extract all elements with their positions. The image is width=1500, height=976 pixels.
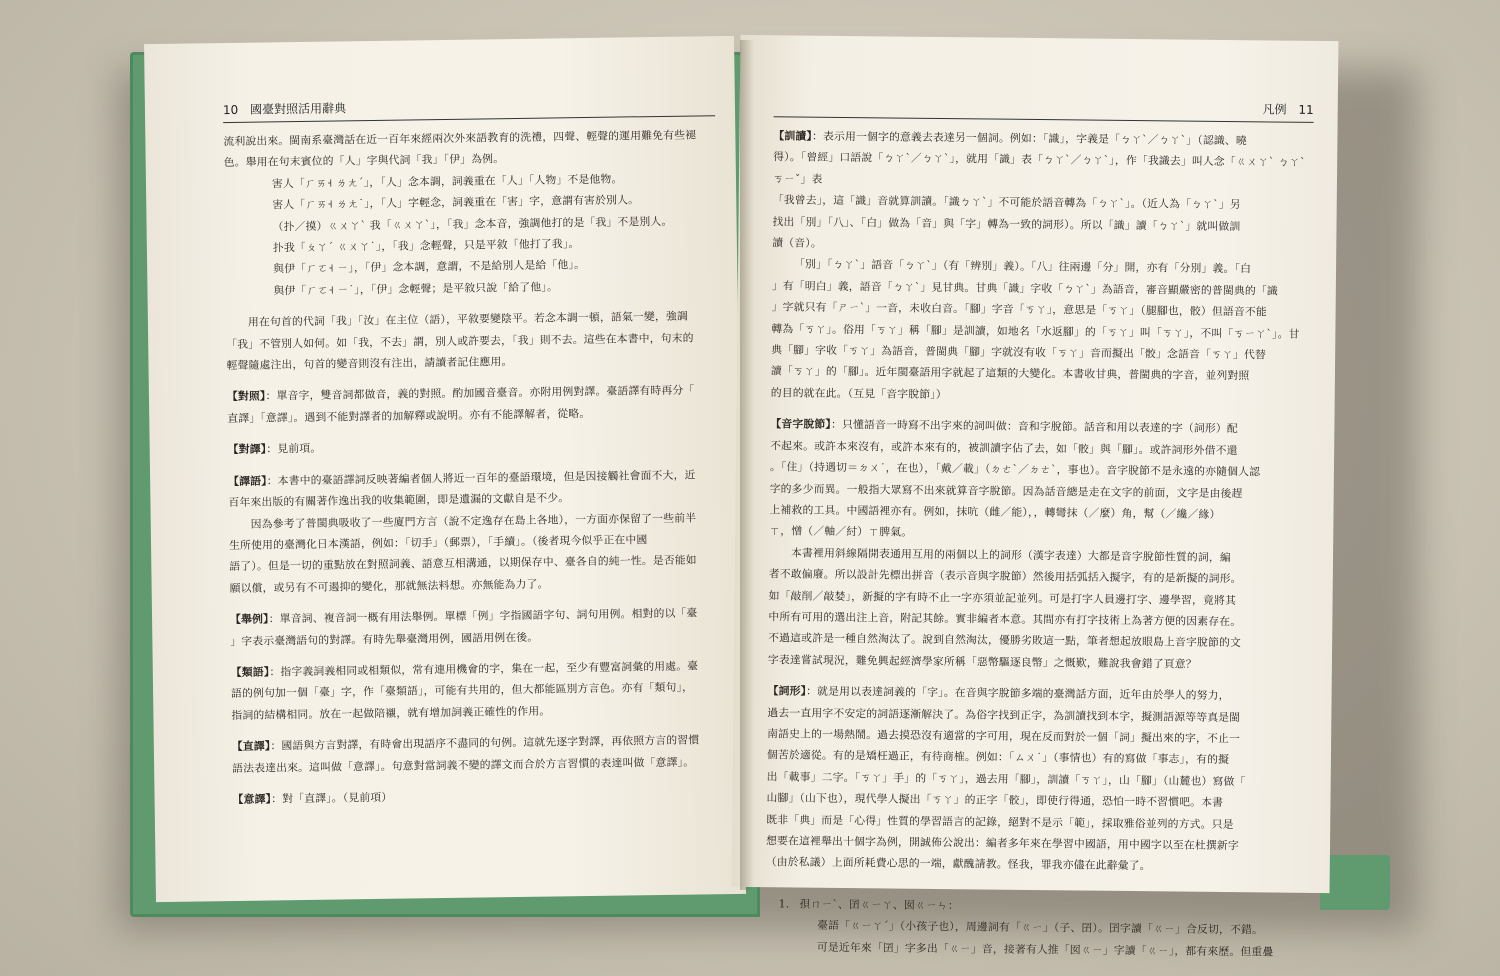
entry-term: 【音字脫節】 <box>770 417 832 432</box>
text-line: 南語史上的一場熱鬧。過去摸恐沒有適當的字可用，現在反而對於一個「詞」擬出來的字，不止一 <box>767 727 1241 746</box>
text-line: 色。舉用在句末賓位的「人」字與代詞「我」「伊」為例。 <box>223 152 505 170</box>
entry-term: 【譯語】 <box>228 474 267 488</box>
text-line: 生所使用的臺灣化日本漢語，例如：「切手」（郵票），「手續」。（後者現今似乎正在中國 <box>228 533 648 552</box>
entry-term: 【詞形】 <box>767 684 807 698</box>
entry-text: ：單音詞、複音詞一概有用法舉例。單標「例」字指國語字句、詞句用例。相對的以「臺 <box>268 606 698 626</box>
text-line: 語的例句加一個「臺」字，作「臺類語」，可能有共用的，但大都能區別方言色。亦有「類句」， <box>231 680 694 701</box>
text-line: 字表達嘗試現況，難免興起經濟學家所稱「惡幣驅逐良幣」之慨歎，難說我會錯了頁意？ <box>767 652 1197 671</box>
text-line: 語了）。但是一切的重點放在對照詞義、語意互相溝通，以期保存中、臺各自的純一性。是否能如 <box>229 553 697 574</box>
entry-term: 【對照】 <box>226 389 266 404</box>
text-line: （由於私議）上面所耗費心思的一端，獻醜請教。怪我，罪我亦儘在此辭彙了。 <box>765 855 1151 873</box>
text-line: 想要在這裡舉出十個字為例，開誠佈公說出：編者多年來在學習中國語，用中國字以至在杜撰新字 <box>765 834 1239 853</box>
text-line: 語法表達出來。這叫做「意譯」。句意對當詞義不變的譯文而合於方言習慣的表達叫做「意譯」。 <box>232 755 695 775</box>
text-line: 過去一直用字不安定的詞語逐漸解決了。為俗字找到正字，為訓讀找到本字，擬測語源等等真是閩 <box>767 705 1241 724</box>
text-line: 扑我「ㄆㄚˊ ㄍㄨㄚ˙」，「我」念輕聲，只是平敘「他打了我」。 <box>272 237 580 255</box>
text-line: ㄒ，憎（／軸／紂）ㄒ脾氣。 <box>769 524 913 540</box>
right-page-header <box>774 95 1314 123</box>
text-line: 百年來出版的有關著作逸出我的收集範圍，即是遺漏的文獻自是不少。 <box>228 491 570 510</box>
text-line: 者不敢偏廢。所以設計先標出拼音（表示音與字脫節）然後用括弧括入擬字，有的是新擬的詞形。 <box>768 567 1242 586</box>
text-line: 可是近年來「囝」字多出「ㄍㄧ」音，接著有人推「囡ㄍㄧ」字讀「ㄍㄧ」，都有來歷。但重疊 <box>816 940 1274 959</box>
text-line: 因為參考了普閩典吸收了一些廈門方言（說不定逸存在島上各地），一方面亦保留了一些前半 <box>250 510 697 531</box>
entry-term: 【直譯】 <box>231 739 271 754</box>
text-line: 不過這或許是一種自然淘汰了。說到自然淘汰，優勝劣敗這一點，筆者想起放眼島上音字脫節的文 <box>768 631 1242 650</box>
entry-text: ：就是用以表達詞義的「字」。在音與字脫節多端的臺灣話方面，近年由於學人的努力， <box>806 684 1230 703</box>
text-line: 上補救的工具。中國語裡亦有。例如，抹吭（雌／能），，轉彎抹（／麼）角，幫（／纔／緣） <box>769 503 1221 521</box>
text-line: 的目的就在此。（互見「音字脫節」） <box>770 386 947 401</box>
entry-text: ：本書中的臺語譯詞反映著編者個人將近一百年的臺語環境，但是因接觸社會面不大，近 <box>266 468 696 488</box>
entry-text: ：表示用一個字的意義去表達另一個詞。例如：「識」，字義是「ㄅㄚˋ／ㄅㄚˋ」（認識、曉 <box>811 129 1247 148</box>
text-line: 「我曾去」，這「識」音就算訓讀。「識ㄅㄚˋ」不可能於語音轉為「ㄅㄚˋ」。（近人為「ㄅㄚˋ」另 <box>772 193 1241 212</box>
item-number: 1. <box>778 897 790 911</box>
text-line: 輕聲隨處注出，句首的變音則沒有注出，請讀者記住應用。 <box>226 355 513 373</box>
entry-text: ：單音字，雙音詞都做音，義的對照。酌加國音臺音。亦附用例對譯。臺語譯有時再分「 <box>265 383 695 403</box>
left-page-body <box>223 124 724 810</box>
text-line: 害人「ㄏㄞ˧ ㄌㄤˊ」，「人」念本調，詞義重在「人」「人物」不是他物。 <box>271 172 623 191</box>
entry-term: 【類語】 <box>230 665 270 679</box>
text-line: 願以償，或另有不可遏抑的變化，那就無法料想。亦無能為力了。 <box>229 577 549 595</box>
entry-term: 【意譯】 <box>232 792 272 806</box>
entry-term: 【舉例】 <box>229 612 269 627</box>
left-page-header <box>223 94 715 123</box>
text-line: 流利說出來。閩南系臺灣話在近一百年來經兩次外來語教育的洗禮，四聲、輕聲的運用難免有些褪 <box>223 128 697 149</box>
text-line: 山腳」（山下也），現代學人擬出「ㄎㄚ」的正字「骹」，即使行得通，恐怕一時不習慣吧。本書 <box>766 791 1224 810</box>
entry-text: ：指字義詞義相同或相類似，常有連用機會的字，集在一起，至少有豐富詞彙的用處。臺 <box>269 659 699 679</box>
left-page <box>144 36 746 902</box>
text-line: 個苦於適從。有的是矯枉過正，有待商榷。例如：「ㄙㄨ˙」（事情也）有的寫做「事志」，有的擬 <box>766 748 1230 767</box>
text-line: 臺語「ㄍㄧㄚˊ」（小孩子也），周邊詞有「ㄍㄧ」（子、囝）。囝字讀「ㄍㄧ」合反切，不錯。 <box>817 918 1264 937</box>
text-line: 讀「ㄎㄚ」的「腳」。近年閩臺語用字就起了這類的大變化。本書收甘典，普閩典的字音，並列對照 <box>770 364 1250 383</box>
entry-text: ：對「直譯」。（見前項） <box>271 790 393 806</box>
text-line: 轉為「ㄎㄚ」。俗用「ㄎㄚ」稱「腳」是訓讀，如地名「水返腳」的「ㄎㄚ」叫「ㄎㄚ」，不叫「ㄎㄧㄚˋ」。甘 <box>771 321 1300 341</box>
book-cover-right <box>1320 855 1390 910</box>
text-line: 。「住」（持遇切＝ㄉㄨ˙，在也），「戴／載」（ㄉㄜˋ／ㄉㄜˋ，事也）。音字脫節不是永遠的亦隨個人認 <box>769 460 1261 479</box>
entry-text: ：見前項。 <box>266 442 322 456</box>
text-line: 與伊「ㄏㄛ˧ ㄧ˙」，「伊」念輕聲；是平敘只說「給了他」。 <box>273 280 559 298</box>
text-line: 字的多少而異。一般指大眾寫不出來就算音字脫節。因為話音總是走在文字的前面，文字是由後趕 <box>769 481 1243 500</box>
text-line: 本書裡用斜線隔開表通用互用的兩個以上的詞形（漢字表達）大都是音字脫節性質的詞，編 <box>790 546 1231 564</box>
right-page-body <box>765 125 1314 963</box>
text-line: 指詞的結構相同。放在一起做陪襯，就有增加詞義正確性的作用。 <box>231 704 551 722</box>
item-text: 孭ㄇㄧˋ、囝ㄍㄧㄚ、囡ㄍㄧㄣ： <box>799 897 960 913</box>
text-line: 典「腳」字收「ㄎㄚ」為語音，普閩典「腳」字就沒有收「ㄎㄚ」音而擬出「骹」念語音「ㄎㄚ」代替 <box>771 343 1267 362</box>
text-line: 既非「典」而是「心得」性質的學習語言的記錄，絕對不是示「範」，採取雅俗並列的方式。只是 <box>766 812 1234 831</box>
text-line: 害人「ㄏㄞ˧ ㄌㄤ˙」，「人」字輕念，詞義重在「害」字，意謂有害於別人。 <box>272 193 640 212</box>
text-line: （扑／摸）ㄍㄨㄚˋ 我「ㄍㄨㄚˋ」，「我」念本音，強調他打的是「我」不是別人。 <box>272 214 673 234</box>
text-line: 如「敲削／敲婪」，新擬的字有時不止一字亦須並記並列。可是打字人員邊打字、邊學習，竟將其 <box>768 588 1237 607</box>
text-line: 」有「明白」義，語音「ㄅㄚˋ」見甘典。甘典「識」字收「ㄅㄚˋ」為語音，審音顯嚴密的普閩典的「識 <box>771 279 1278 298</box>
entry-text: ：只懂語音一時寫不出字來的詞叫做：音和字脫節。話音和用以表達的字（詞形）配 <box>830 418 1238 436</box>
entry-term: 【對譯】 <box>227 442 267 457</box>
text-line: 找出「別」「八」、「白」做為「音」與「字」轉為一致的詞形）。所以「識」讀「ㄅㄚˋ」就叫做訓 <box>772 214 1241 233</box>
entry-text: ：國語與方言對譯，有時會出現語序不盡同的句例。這就先逐字對譯，再依照方言的習慣 <box>270 733 700 753</box>
text-line: 」字就只有「ㄕㄧˋ」一音，未收白音。「腳」字音「ㄎㄚ」，意思是「ㄎㄚ」（腿腳也，骹）但語音不能 <box>771 300 1267 319</box>
text-line: 與伊「ㄏㄛ˧ ㄧ」，「伊」念本調，意謂，不是給別人是給「他」。 <box>273 258 586 276</box>
text-line: 讀（音）。 <box>772 236 822 250</box>
text-line: 「別」「ㄅㄚˋ」語音「ㄅㄚˋ」（有「辨別」義）。「八」往兩邊「分」開，亦有「分別」義。「白 <box>794 257 1252 276</box>
right-page <box>732 35 1339 959</box>
right-running-title: 凡例 <box>1262 102 1287 117</box>
text-line: 中所有可用的選出注上音，附記其餘。實非編者本意。其間亦有打字技術上為著方便的因素存在。 <box>768 610 1242 629</box>
text-line: 直譯」「意譯」。遇到不能對譯者的加解釋或說明。亦有不能譯解者，從略。 <box>227 406 591 425</box>
text-line: 」字表示臺灣語句的對譯。有時先舉臺灣用例，國語用例在後。 <box>230 630 539 648</box>
text-line: 出「載事」二字。「ㄎㄚ」手」的「ㄎㄚ」，過去用「腳」，訓讀「ㄎㄚ」，山「腳」（山麓也）寫做「 <box>766 769 1246 789</box>
page-gutter-shadow <box>740 40 754 890</box>
text-line: 「我」不管別人如何。如「我，不去」謂，別人或許要去，「我」則不去。這些在本書中，句末的 <box>226 331 694 351</box>
text-line: 不起來。或許本來沒有，或許本來有的，被訓讀字佔了去，如「骹」與「腳」。或許詞形外借不還 <box>770 438 1238 457</box>
left-page-number: 10 <box>222 102 239 118</box>
entry-term: 【訓讀】 <box>773 129 813 143</box>
right-page-number: 11 <box>1298 102 1314 117</box>
left-running-title: 國臺對照活用辭典 <box>249 101 347 117</box>
text-line: 得）。「曾經」口語說「ㄅㄚˋ／ㄅㄚˋ」，就用「識」表「ㄅㄚˋ／ㄅㄚˋ」，作「我識去」叫人念「ㄍㄨㄚˋ ㄅㄚˋ ㄎㄧˇ」表 <box>772 150 1306 186</box>
text-line: 用在句首的代詞「我」「汝」在主位（語），平敘要變陰平。若念本調一頓，語氣一變，強調 <box>247 309 689 329</box>
